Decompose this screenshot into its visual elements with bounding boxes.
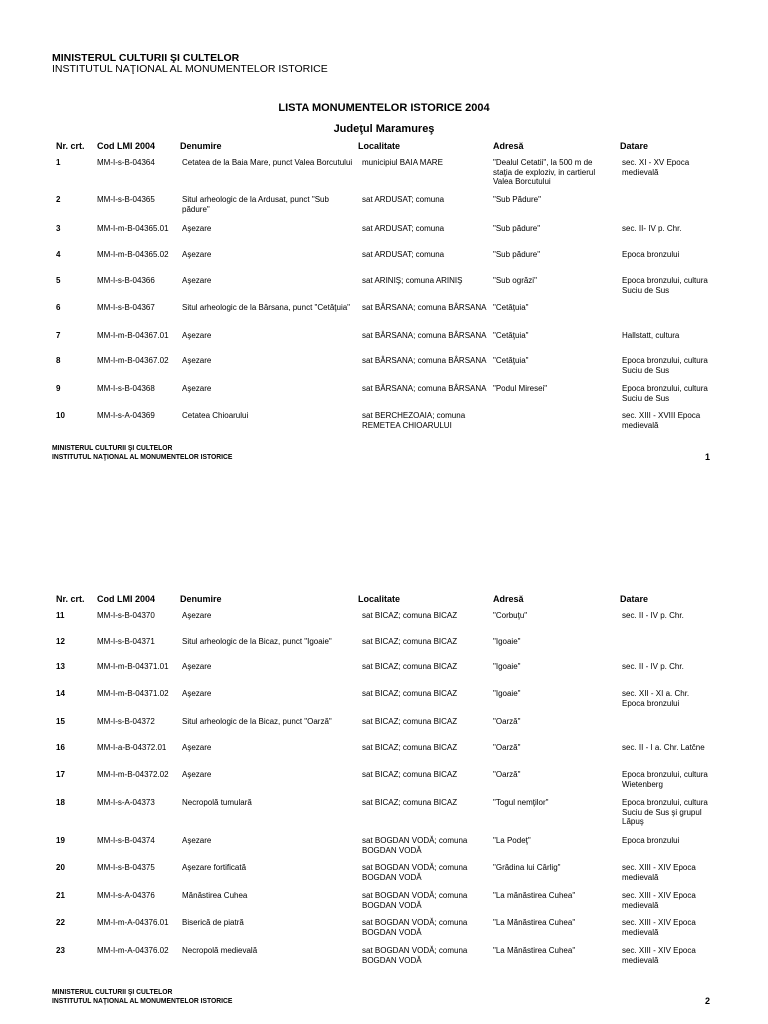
cell-localitate: sat BOGDAN VODĂ; comuna BOGDAN VODĂ [362,863,468,882]
cell-adresa: "Oarză" [493,770,521,779]
cell-adresa: "Sub Pădure" [493,195,541,204]
cell-localitate: municipiul BAIA MARE [362,158,443,167]
cell-adresa: "Dealul Cetatii", la 500 m de staţia de exploziv, in cartierul Valea Borcutului [493,158,596,186]
cell-nr: 2 [56,195,61,204]
cell-denumire: Aşezare [182,611,212,620]
cell-denumire: Aşezare [182,331,212,340]
cell-adresa: "Corbuţu" [493,611,528,620]
cell-denumire: Aşezare [182,770,212,779]
cell-denumire: Aşezare [182,224,212,233]
cell-denumire: Aşezare [182,276,212,285]
cell-localitate: sat BERCHEZOAIA; comuna REMETEA CHIOARULUI [362,411,466,430]
cell-cod: MM-I-m-B-04372.02 [97,770,169,779]
cell-cod: MM-I-s-A-04376 [97,891,155,900]
cell-adresa: "Cetăţuia" [493,331,529,340]
cell-cod: MM-I-m-B-04365.01 [97,224,169,233]
cell-localitate: sat BÂRSANA; comuna BÂRSANA [362,303,487,312]
cell-nr: 1 [56,158,61,167]
cell-denumire: Aşezare [182,689,212,698]
cell-cod: MM-I-a-B-04372.01 [97,743,167,752]
cell-datare: sec. XIII - XVIII Epoca medievală [622,411,701,430]
cell-localitate: sat BÂRSANA; comuna BÂRSANA [362,356,487,365]
cell-localitate: sat ARDUSAT; comuna [362,224,445,233]
col-header-localitate: Localitate [358,141,401,151]
footer-institute-page-1: INSTITUTUL NAŢIONAL AL MONUMENTELOR ISTORICE [52,452,233,461]
cell-denumire: Aşezare [182,662,212,671]
cell-adresa: "Podul Miresei" [493,384,548,393]
cell-denumire: Cetatea Chioarului [182,411,249,420]
cell-nr: 5 [56,276,61,285]
footer-ministry-page-1: MINISTERUL CULTURII ŞI CULTELOR [52,443,173,452]
cell-adresa: "Grădina lui Cârlig" [493,863,561,872]
cell-datare: Epoca bronzului, cultura Suciu de Sus [622,276,708,295]
cell-localitate: sat BICAZ; comuna BICAZ [362,770,458,779]
cell-cod: MM-I-s-B-04370 [97,611,155,620]
cell-localitate: sat BICAZ; comuna BICAZ [362,637,458,646]
cell-nr: 3 [56,224,61,233]
cell-denumire: Aşezare [182,356,212,365]
cell-adresa: "La mănăstirea Cuhea" [493,891,576,900]
cell-adresa: "Cetăţuia" [493,303,529,312]
cell-datare: sec. II - IV p. Chr. [622,662,684,671]
cell-nr: 8 [56,356,61,365]
cell-nr: 17 [56,770,65,779]
cell-nr: 7 [56,331,61,340]
cell-localitate: sat BÂRSANA; comuna BÂRSANA [362,331,487,340]
col-header-nr: Nr. crt. [56,141,85,151]
cell-adresa: "Sub ogrăzi" [493,276,537,285]
cell-adresa: "La Mănăstirea Cuhea" [493,918,576,927]
cell-datare: Epoca bronzului, cultura Suciu de Sus [622,356,708,375]
cell-cod: MM-I-m-A-04376.02 [97,946,169,955]
cell-datare: sec. XIII - XIV Epoca medievală [622,863,696,882]
cell-localitate: sat ARDUSAT; comuna [362,195,445,204]
cell-cod: MM-I-s-B-04366 [97,276,155,285]
cell-denumire: Aşezare fortificată [182,863,247,872]
cell-localitate: sat BICAZ; comuna BICAZ [362,717,458,726]
cell-nr: 21 [56,891,65,900]
cell-cod: MM-I-m-B-04371.01 [97,662,169,671]
cell-nr: 9 [56,384,61,393]
cell-cod: MM-I-s-B-04365 [97,195,155,204]
cell-cod: MM-I-s-B-04364 [97,158,155,167]
col-header-datare: Datare [620,594,649,604]
cell-datare: Epoca bronzului, cultura Wietenberg [622,770,708,789]
page-number-2: 2 [705,996,711,1006]
cell-datare: sec. II - I a. Chr. Latčne [622,743,705,752]
cell-localitate: sat BOGDAN VODĂ; comuna BOGDAN VODĂ [362,836,468,855]
col-header-datare: Datare [620,141,649,151]
cell-datare: sec. XIII - XIV Epoca medievală [622,918,696,937]
cell-denumire: Aşezare [182,836,212,845]
cell-adresa: "Igoaie" [493,689,521,698]
cell-nr: 22 [56,918,65,927]
cell-denumire: Cetatea de la Baia Mare, punct Valea Borcutului [182,158,353,167]
cell-adresa: "Togul nemţilor" [493,798,549,807]
cell-datare: Epoca bronzului [622,250,680,259]
col-header-localitate: Localitate [358,594,401,604]
cell-denumire: Mănăstirea Cuhea [182,891,248,900]
header-ministry: MINISTERUL CULTURII ŞI CULTELOR [52,52,240,64]
footer-institute-page-2: INSTITUTUL NAŢIONAL AL MONUMENTELOR ISTORICE [52,996,233,1005]
cell-localitate: sat ARDUSAT; comuna [362,250,445,259]
cell-cod: MM-I-s-A-04369 [97,411,155,420]
cell-localitate: sat BOGDAN VODĂ; comuna BOGDAN VODĂ [362,946,468,965]
cell-cod: MM-I-s-B-04372 [97,717,155,726]
col-header-nr: Nr. crt. [56,594,85,604]
cell-denumire: Situl arheologic de la Bicaz, punct "Oarză" [182,717,332,726]
cell-denumire: Situl arheologic de la Bicaz, punct "Igoaie" [182,637,332,646]
cell-datare: sec. II - IV p. Chr. [622,611,684,620]
cell-nr: 15 [56,717,65,726]
cell-nr: 11 [56,611,65,620]
cell-localitate: sat BOGDAN VODĂ; comuna BOGDAN VODĂ [362,891,468,910]
cell-cod: MM-I-m-B-04367.01 [97,331,169,340]
cell-adresa: "Cetăţuia" [493,356,529,365]
cell-cod: MM-I-m-A-04376.01 [97,918,169,927]
cell-datare: sec. XIII - XIV Epoca medievală [622,891,696,910]
document-subtitle: Judeţul Maramureş [333,123,435,135]
header-institute: INSTITUTUL NAŢIONAL AL MONUMENTELOR ISTORICE [52,63,328,75]
cell-nr: 20 [56,863,65,872]
cell-nr: 10 [56,411,65,420]
cell-denumire: Aşezare [182,384,212,393]
cell-denumire: Aşezare [182,250,212,259]
cell-datare: Epoca bronzului, cultura Suciu de Sus şi grupul Lăpuş [622,798,708,826]
cell-localitate: sat BICAZ; comuna BICAZ [362,798,458,807]
cell-datare: Epoca bronzului [622,836,680,845]
cell-nr: 16 [56,743,65,752]
col-header-cod: Cod LMI 2004 [97,141,156,151]
cell-nr: 23 [56,946,65,955]
col-header-adresa: Adresă [493,594,524,604]
cell-datare: sec. XII - XI a. Chr. Epoca bronzului [622,689,690,708]
cell-cod: MM-I-s-B-04368 [97,384,155,393]
cell-datare: Epoca bronzului, cultura Suciu de Sus [622,384,708,403]
cell-localitate: sat BOGDAN VODĂ; comuna BOGDAN VODĂ [362,918,468,937]
col-header-cod: Cod LMI 2004 [97,594,156,604]
cell-denumire: Biserică de piatră [182,918,244,927]
cell-adresa: "Sub pădure" [493,224,541,233]
cell-cod: MM-I-s-B-04374 [97,836,155,845]
cell-nr: 12 [56,637,65,646]
cell-localitate: sat BICAZ; comuna BICAZ [362,743,458,752]
cell-cod: MM-I-m-B-04367.02 [97,356,169,365]
cell-denumire: Situl arheologic de la Bârsana, punct "Cetăţuia" [182,303,351,312]
col-header-adresa: Adresă [493,141,524,151]
col-header-denumire: Denumire [180,594,222,604]
cell-nr: 14 [56,689,65,698]
cell-datare: sec. XI - XV Epoca medievală [622,158,690,177]
cell-datare: Hallstatt, cultura [622,331,680,340]
cell-cod: MM-I-s-B-04371 [97,637,155,646]
page-number-1: 1 [705,452,711,462]
cell-cod: MM-I-s-A-04373 [97,798,155,807]
cell-cod: MM-I-s-B-04367 [97,303,155,312]
cell-localitate: sat BÂRSANA; comuna BÂRSANA [362,384,487,393]
cell-localitate: sat ARINIŞ; comuna ARINIŞ [362,276,463,285]
cell-nr: 18 [56,798,65,807]
cell-nr: 19 [56,836,65,845]
cell-cod: MM-I-m-B-04365.02 [97,250,169,259]
cell-datare: sec. XIII - XIV Epoca medievală [622,946,696,965]
document-title: LISTA MONUMENTELOR ISTORICE 2004 [278,102,490,114]
cell-localitate: sat BICAZ; comuna BICAZ [362,689,458,698]
cell-adresa: "Oarză" [493,743,521,752]
cell-adresa: "Sub pădure" [493,250,541,259]
cell-denumire: Necropolă medievală [182,946,258,955]
cell-localitate: sat BICAZ; comuna BICAZ [362,662,458,671]
cell-datare: sec. II- IV p. Chr. [622,224,682,233]
cell-denumire: Necropolă tumulară [182,798,252,807]
cell-nr: 4 [56,250,61,259]
cell-cod: MM-I-m-B-04371.02 [97,689,169,698]
cell-adresa: "Oarză" [493,717,521,726]
cell-localitate: sat BICAZ; comuna BICAZ [362,611,458,620]
cell-adresa: "La Podeţ" [493,836,531,845]
cell-adresa: "La Mănăstirea Cuhea" [493,946,576,955]
cell-adresa: "Igoaie" [493,662,521,671]
cell-denumire: Aşezare [182,743,212,752]
cell-adresa: "Igoaie" [493,637,521,646]
cell-cod: MM-I-s-B-04375 [97,863,155,872]
cell-nr: 6 [56,303,61,312]
cell-nr: 13 [56,662,65,671]
footer-ministry-page-2: MINISTERUL CULTURII ŞI CULTELOR [52,987,173,996]
col-header-denumire: Denumire [180,141,222,151]
cell-denumire: Situl arheologic de la Ardusat, punct "Sub pădure" [182,195,329,214]
